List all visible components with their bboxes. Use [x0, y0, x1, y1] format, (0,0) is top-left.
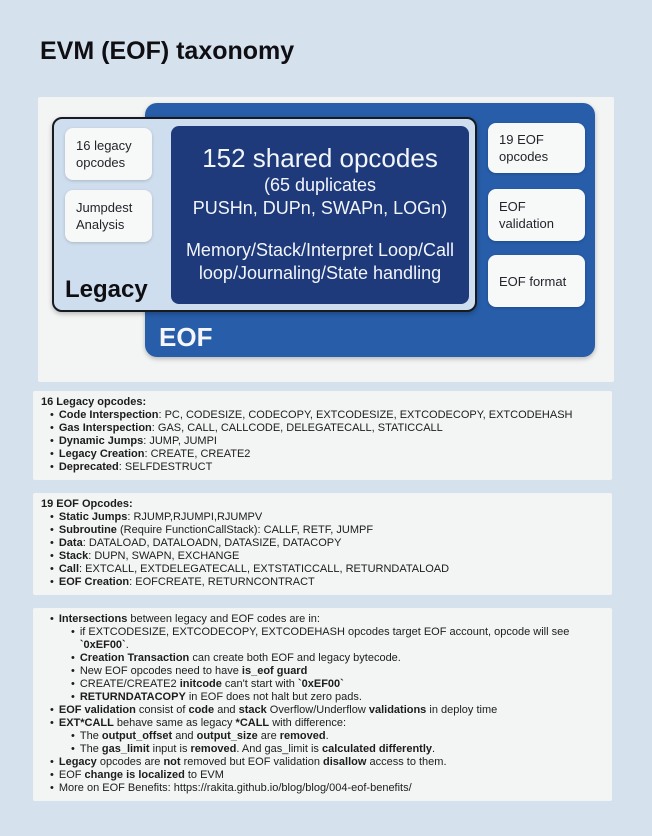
- bullet-text: EOF change is localized to EVM: [58, 769, 224, 781]
- bullet-text: Creation Transaction can create both EOF and legacy bytecode.: [79, 652, 401, 664]
- shared-duplicates-line2: PUSHn, DUPn, SWAPn, LOGn): [192, 198, 448, 218]
- bullet-text: EXT*CALL behave same as legacy *CALL with difference:: [58, 717, 346, 729]
- bullet-text: The output_offset and output_size are removed.: [79, 730, 329, 742]
- bullet-text: Deprecated: SELFDESTRUCT: [58, 461, 213, 473]
- bullet-item: [41, 665, 604, 678]
- bullet-text: RETURNDATACOPY in EOF does not halt but zero pads.: [79, 691, 362, 703]
- bullet-text: Legacy opcodes are not removed but EOF validation disallow access to them.: [58, 756, 447, 768]
- shared-memory-line: Memory/Stack/Interpret Loop/Call loop/Journaling/State handling: [185, 240, 455, 283]
- bullet-item: [41, 461, 604, 474]
- bullet-icon: •: [71, 665, 75, 677]
- eof-format-label: EOF format: [499, 273, 567, 289]
- bullet-item: [41, 613, 604, 626]
- eof-opcodes-section: [33, 493, 612, 595]
- notes-section: [33, 608, 612, 801]
- bullet-text: Code Interspection: PC, CODESIZE, CODECOPY, EXTCODESIZE, EXTCODECOPY, EXTCODEHASH: [58, 409, 573, 421]
- bullet-item: [41, 743, 604, 756]
- bullet-icon: •: [50, 782, 54, 794]
- bullet-item: [41, 756, 604, 769]
- bullet-text: EOF Creation: EOFCREATE, RETURNCONTRACT: [58, 576, 315, 588]
- bullet-icon: •: [50, 511, 54, 523]
- bullet-item: [41, 422, 604, 435]
- diagram-panel: [38, 97, 614, 382]
- bullet-icon: •: [71, 691, 75, 703]
- bullet-text: Stack: DUPN, SWAPN, EXCHANGE: [58, 550, 240, 562]
- bullet-icon: •: [50, 448, 54, 460]
- bullet-text: Data: DATALOAD, DATALOADN, DATASIZE, DATACOPY: [58, 537, 342, 549]
- bullet-icon: •: [50, 704, 54, 716]
- eof-opcodes-section-header: 19 EOF Opcodes:: [41, 498, 133, 510]
- bullet-text: Subroutine (Require FunctionCallStack): CALLF, RETF, JUMPF: [58, 524, 374, 536]
- bullet-icon: •: [71, 652, 75, 664]
- bullet-item: [41, 409, 604, 422]
- bullet-icon: •: [50, 563, 54, 575]
- bullet-item: [41, 435, 604, 448]
- legacy-opcodes-section-header: 16 Legacy opcodes:: [41, 396, 147, 408]
- bullet-icon: •: [50, 422, 54, 434]
- bullet-item: [41, 678, 604, 691]
- bullet-text: Static Jumps: RJUMP,RJUMPI,RJUMPV: [58, 511, 263, 523]
- eof-validation-label: EOF validation: [499, 199, 554, 231]
- bullet-icon: •: [71, 743, 75, 755]
- bullet-text: CREATE/CREATE2 initcode can't start with `0xEF00`: [79, 678, 344, 690]
- bullet-text: EOF validation consist of code and stack Overflow/Underflow validations in deploy time: [58, 704, 498, 716]
- bullet-item: [41, 691, 604, 704]
- bullet-item: [41, 782, 604, 795]
- legacy-opcodes-label: 16 legacy opcodes: [76, 138, 132, 170]
- bullet-text: The gas_limit input is removed. And gas_limit is calculated differently.: [79, 743, 436, 755]
- bullet-icon: •: [50, 537, 54, 549]
- bullet-text: Legacy Creation: CREATE, CREATE2: [58, 448, 251, 460]
- bullet-icon: •: [50, 524, 54, 536]
- page-title: EVM (EOF) taxonomy: [40, 37, 295, 65]
- bullet-icon: •: [50, 717, 54, 729]
- legacy-container: [52, 117, 477, 312]
- eof-label: EOF: [159, 322, 213, 352]
- eof-opcodes-label: 19 EOF opcodes: [499, 132, 549, 164]
- bullet-text: More on EOF Benefits: https://rakita.github.io/blog/blog/004-eof-benefits/: [58, 782, 412, 794]
- notes-list: [41, 613, 604, 795]
- bullet-item: [41, 524, 604, 537]
- bullet-text: Call: EXTCALL, EXTDELEGATECALL, EXTSTATICCALL, RETURNDATALOAD: [58, 563, 450, 575]
- bullet-text: New EOF opcodes need to have is_eof guard: [79, 665, 308, 677]
- bullet-text: Intersections between legacy and EOF codes are in:: [58, 613, 320, 625]
- bullet-item: [41, 511, 604, 524]
- bullet-item: [41, 563, 604, 576]
- bullet-item: [41, 626, 604, 652]
- eof-validation-box: [488, 189, 585, 241]
- bullet-icon: •: [50, 613, 54, 625]
- bullet-icon: •: [71, 678, 75, 690]
- bullet-item: [41, 704, 604, 717]
- eof-opcodes-box: [488, 123, 585, 173]
- bullet-text: Gas Interspection: GAS, CALL, CALLCODE, DELEGATECALL, STATICCALL: [58, 422, 443, 434]
- bullet-icon: •: [71, 626, 75, 638]
- eof-opcodes-list: [41, 511, 604, 589]
- bullet-icon: •: [50, 550, 54, 562]
- bullet-icon: •: [50, 769, 54, 781]
- bullet-text: if EXTCODESIZE, EXTCODECOPY, EXTCODEHASH opcodes target EOF account, opcode will see `0xEF00`.: [79, 626, 570, 651]
- legacy-opcodes-box: [65, 128, 152, 180]
- jumpdest-analysis-label: Jumpdest Analysis: [76, 200, 133, 232]
- bullet-item: [41, 730, 604, 743]
- bullet-text: Dynamic Jumps: JUMP, JUMPI: [58, 435, 217, 447]
- shared-duplicates-line1: (65 duplicates: [263, 175, 377, 195]
- bullet-icon: •: [50, 576, 54, 588]
- bullet-icon: •: [50, 756, 54, 768]
- bullet-item: [41, 448, 604, 461]
- shared-opcodes-box: [171, 126, 469, 304]
- legacy-label: Legacy: [65, 276, 148, 303]
- bullet-icon: •: [71, 730, 75, 742]
- bullet-item: [41, 576, 604, 589]
- jumpdest-analysis-box: [65, 190, 152, 242]
- legacy-opcodes-list: [41, 409, 604, 474]
- bullet-item: [41, 537, 604, 550]
- bullet-item: [41, 717, 604, 730]
- bullet-item: [41, 550, 604, 563]
- eof-format-box: [488, 255, 585, 307]
- bullet-icon: •: [50, 461, 54, 473]
- legacy-opcodes-section: [33, 391, 612, 480]
- bullet-icon: •: [50, 435, 54, 447]
- bullet-icon: •: [50, 409, 54, 421]
- bullet-item: [41, 769, 604, 782]
- shared-opcodes-title: 152 shared opcodes: [202, 143, 438, 173]
- bullet-item: [41, 652, 604, 665]
